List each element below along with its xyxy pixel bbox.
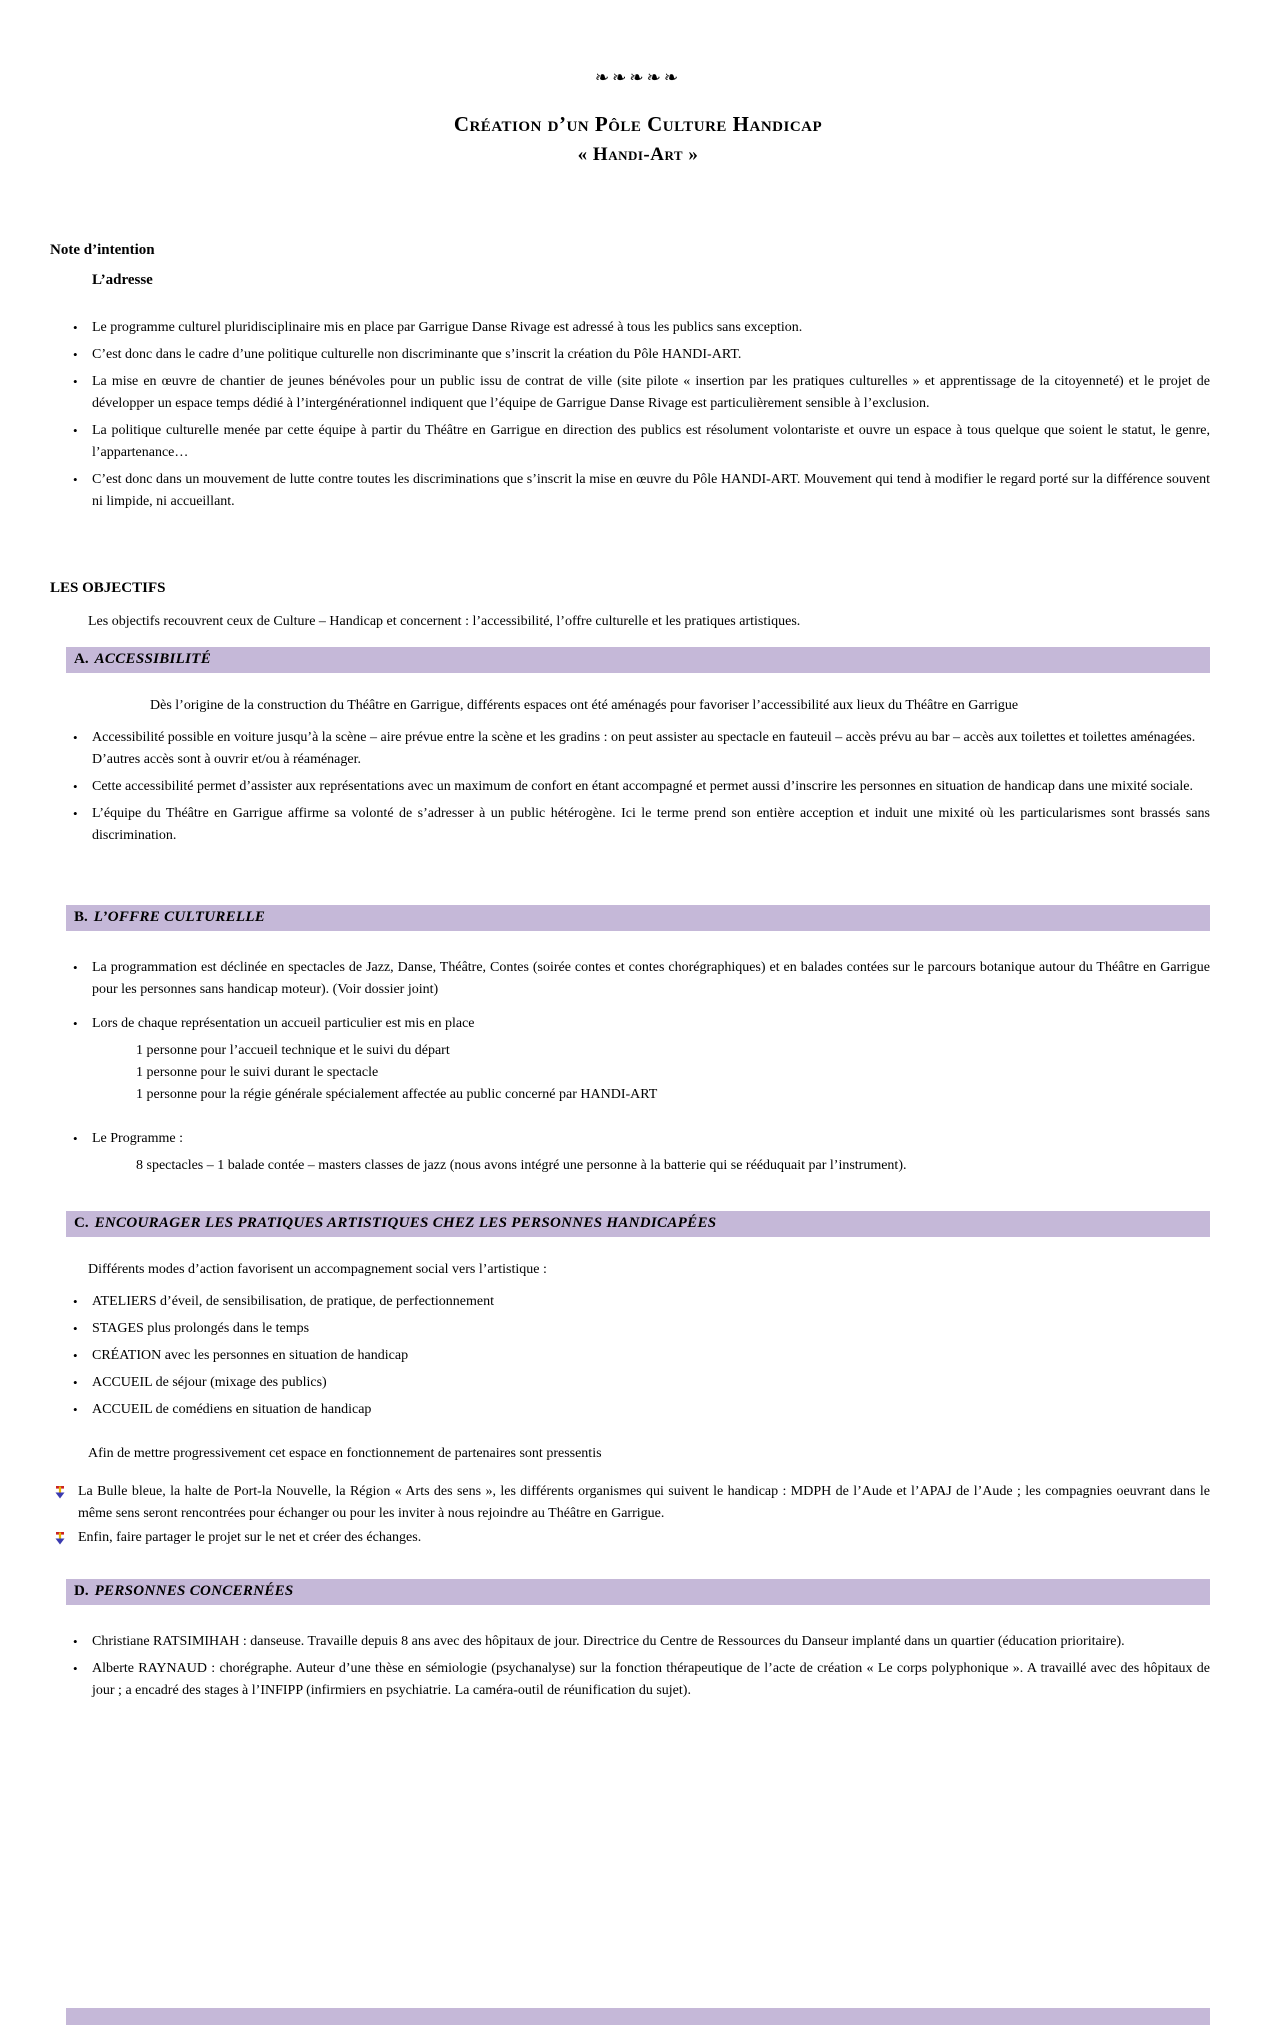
list-item-text: C’est donc dans le cadre d’une politique culturelle non discriminante que s’inscrit la création du Pôle HANDI-ART. xyxy=(92,347,742,362)
bullet-icon: • xyxy=(73,806,78,821)
list-item-text: ATELIERS d’éveil, de sensibilisation, de pratique, de perfectionnement xyxy=(92,1294,494,1309)
bullet-icon: • xyxy=(73,374,78,389)
list-item-text: STAGES plus prolongés dans le temps xyxy=(92,1321,310,1336)
list-item xyxy=(66,1318,1210,1340)
list-item-text: L’équipe du Théâtre en Garrigue affirme sa volonté de s’adresser à un public hétérogène. Ici le terme prend son entière acception et induit une mixité où les particularismes sont brassés sans discrimination. xyxy=(92,806,1210,843)
arrow-list-item xyxy=(52,1481,1210,1525)
section-title: PERSONNES CONCERNÉES xyxy=(94,1583,294,1599)
section-a-banner xyxy=(66,647,1210,673)
list-item-text: C’est donc dans un mouvement de lutte contre toutes les discriminations que s’inscrit la mise en œuvre du Pôle HANDI-ART. Mouvement qui tend à modifier le regard porté sur la différence souvent ni limpide, ni accueillant. xyxy=(92,472,1210,509)
section-letter: B. xyxy=(74,909,88,925)
section-title: L’OFFRE CULTURELLE xyxy=(93,909,266,925)
list-item xyxy=(66,1013,1210,1035)
bullet-icon: • xyxy=(73,1661,78,1676)
list-item-text: La politique culturelle menée par cette équipe à partir du Théâtre en Garrigue en direction des publics est résolument volontariste et ouvre un espace à tous quelque que soient le statut, le genre, l’appartenance… xyxy=(92,423,1210,460)
list-item xyxy=(66,727,1210,771)
subline-text: 1 personne pour le suivi durant le spectacle xyxy=(136,1065,379,1080)
section-letter: C. xyxy=(74,1215,89,1231)
list-item-text: Accessibilité possible en voiture jusqu’à la scène – aire prévue entre la scène et les gradins : on peut assister au spectacle en fauteuil – accès prévu au bar – accès aux toilettes et toilettes aménagées. xyxy=(92,730,1196,745)
document-title: Création d’un Pôle Culture Handicap xyxy=(453,112,823,136)
list-item-text: La mise en œuvre de chantier de jeunes bénévoles pour un public issu de contrat de ville (site pilote « insertion par les pratiques culturelles » et apprentissage de la citoyenneté) et le projet de développer un espace temps dédié à l’intergénérationnel indiquent que l’équipe de Garrigue Danse Rivage est particulièrement sensible à l’exclusion. xyxy=(92,374,1210,411)
next-section-banner-cutoff xyxy=(66,2008,1210,2025)
list-item xyxy=(66,469,1210,513)
bullet-icon: • xyxy=(73,1294,78,1309)
subline-text: 1 personne pour l’accueil technique et le suivi du départ xyxy=(136,1043,450,1058)
section-d-banner xyxy=(66,1579,1210,1605)
arrow-list-item xyxy=(52,1527,1210,1549)
bullet-icon: • xyxy=(73,1375,78,1390)
down-arrow-bullet-icon xyxy=(54,1485,66,1507)
bullet-icon: • xyxy=(73,1634,78,1649)
bullet-icon: • xyxy=(73,472,78,487)
objectives-heading: LES OBJECTIFS xyxy=(50,580,166,596)
bullet-icon: • xyxy=(73,1016,78,1031)
accueil-detail-lines xyxy=(136,1040,1210,1106)
note-intention-heading: Note d’intention xyxy=(50,242,155,258)
bullet-icon: • xyxy=(73,1402,78,1417)
bullet-icon: • xyxy=(73,423,78,438)
list-item xyxy=(66,1372,1210,1394)
list-item-text: Le programme culturel pluridisciplinaire mis en place par Garrigue Danse Rivage est adressé à tous les publics sans exception. xyxy=(92,320,803,335)
list-item-text: Christiane RATSIMIHAH : danseuse. Travaille depuis 8 ans avec des hôpitaux de jour. Directrice du Centre de Ressources du Danseur implanté dans un quartier (éducation prioritaire). xyxy=(92,1634,1125,1649)
partners-intro: Afin de mettre progressivement cet espace en fonctionnement de partenaires sont pressentis xyxy=(88,1446,602,1461)
list-item-text: La programmation est déclinée en spectacles de Jazz, Danse, Théâtre, Contes (soirée contes et contes chorégraphiques) et en balades contées sur le parcours botanique autour du Théâtre en Garrigue pour les personnes sans handicap moteur). (Voir dossier joint) xyxy=(92,960,1210,997)
bullet-icon: • xyxy=(73,1131,78,1146)
list-item-text: Cette accessibilité permet d’assister aux représentations avec un maximum de confort en étant accompagné et permet aussi d’inscrire les personnes en situation de handicap dans une mixité sociale. xyxy=(92,779,1193,794)
section-letter: D. xyxy=(74,1583,89,1599)
note-bullet-list xyxy=(66,317,1210,513)
section-c-intro: Différents modes d’action favorisent un accompagnement social vers l’artistique : xyxy=(88,1262,547,1277)
list-item xyxy=(66,344,1210,366)
section-b-banner xyxy=(66,905,1210,931)
adresse-subheading: L’adresse xyxy=(92,272,153,288)
section-a-list xyxy=(66,727,1210,847)
list-item-text: D’autres accès sont à ouvrir et/ou à réaménager. xyxy=(92,752,361,767)
list-item xyxy=(66,803,1210,847)
list-item-text: Lors de chaque représentation un accueil particulier est mis en place xyxy=(92,1016,475,1031)
list-item xyxy=(66,1658,1210,1702)
list-item xyxy=(66,420,1210,464)
fleuron-ornament-icon: ❧❧❧❧❧ xyxy=(594,68,682,88)
bullet-icon: • xyxy=(73,320,78,335)
list-item xyxy=(66,776,1210,798)
section-title: ENCOURAGER LES PRATIQUES ARTISTIQUES CHEZ LES PERSONNES HANDICAPÉES xyxy=(94,1215,717,1231)
list-item-text: Alberte RAYNAUD : chorégraphe. Auteur d’une thèse en sémiologie (psychanalyse) sur la fonction thérapeutique de l’acte de création « Le corps polyphonique ». A travaillé avec des hôpitaux de jour ; a encadré des stages à l’INFIPP (infirmiers en psychiatrie. La caméra-outil de réunification du sujet). xyxy=(92,1661,1210,1698)
section-letter: A. xyxy=(74,651,89,667)
section-title: ACCESSIBILITÉ xyxy=(94,651,212,667)
bullet-icon: • xyxy=(73,1348,78,1363)
list-item-text: ACCUEIL de comédiens en situation de handicap xyxy=(92,1402,372,1417)
down-arrow-bullet-icon xyxy=(54,1531,66,1553)
list-item-text: La Bulle bleue, la halte de Port-la Nouvelle, la Région « Arts des sens », les différents organismes qui suivent le handicap : MDPH de l’Aude et l’APAJ de l’Aude ; les compagnies oeuvrant dans le même sens seront rencontrées pour échanger ou pour les inviter à nous rejoindre au Théâtre en Garrigue. xyxy=(78,1484,1210,1521)
section-a-intro: Dès l’origine de la construction du Théâtre en Garrigue, différents espaces ont été aménagés pour favoriser l’accessibilité aux lieux du Théâtre en Garrigue xyxy=(150,698,1019,713)
list-item-text: CRÉATION avec les personnes en situation de handicap xyxy=(92,1348,409,1363)
partners-list xyxy=(66,1481,1210,1549)
list-item xyxy=(66,1345,1210,1367)
bullet-icon: • xyxy=(73,779,78,794)
list-item-text: ACCUEIL de séjour (mixage des publics) xyxy=(92,1375,327,1390)
list-item xyxy=(66,371,1210,415)
section-c-banner xyxy=(66,1211,1210,1237)
programme-detail: 8 spectacles – 1 balade contée – masters classes de jazz (nous avons intégré une personne à la batterie qui se rééduquait par l’instrument). xyxy=(136,1158,907,1173)
objectives-intro: Les objectifs recouvrent ceux de Culture – Handicap et concernent : l’accessibilité, l’offre culturelle et les pratiques artistiques. xyxy=(88,614,801,629)
section-b-list xyxy=(66,957,1210,1177)
subline-text: 1 personne pour la régie générale spécialement affectée au public concerné par HANDI-ART xyxy=(136,1087,658,1102)
list-item-text: Enfin, faire partager le projet sur le net et créer des échanges. xyxy=(78,1530,422,1545)
section-c-list xyxy=(66,1291,1210,1421)
list-item xyxy=(66,957,1210,1001)
bullet-icon: • xyxy=(73,960,78,975)
list-item xyxy=(66,1631,1210,1653)
list-item xyxy=(66,317,1210,339)
list-item-text: Le Programme : xyxy=(92,1131,183,1146)
list-item xyxy=(66,1399,1210,1421)
list-item xyxy=(66,1128,1210,1150)
bullet-icon: • xyxy=(73,1321,78,1336)
list-item xyxy=(66,1291,1210,1313)
bullet-icon: • xyxy=(73,347,78,362)
section-d-list xyxy=(66,1631,1210,1702)
bullet-icon: • xyxy=(73,730,78,745)
document-subtitle: « Handi-Art » xyxy=(577,144,699,165)
